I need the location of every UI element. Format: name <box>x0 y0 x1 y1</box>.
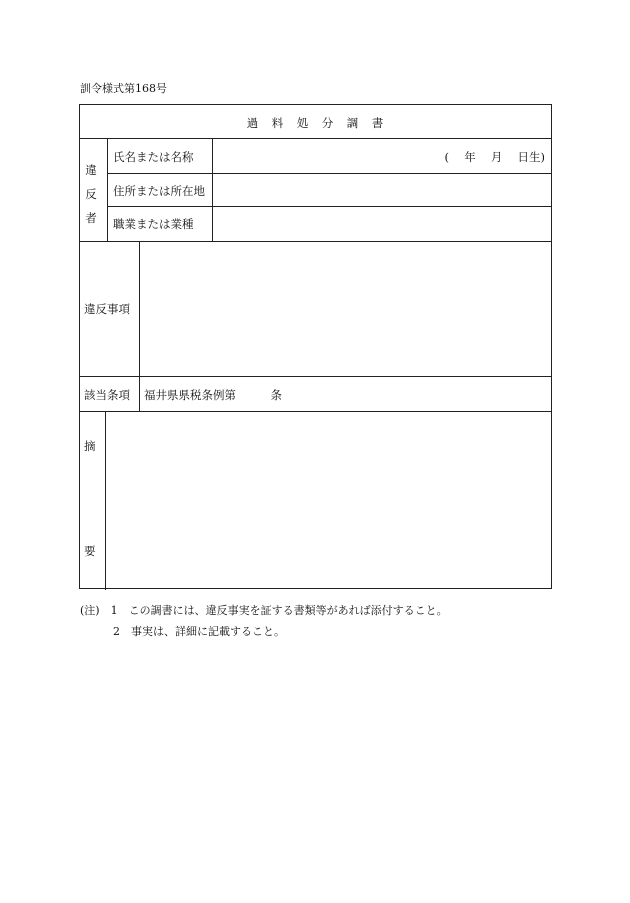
divider-violation-col <box>139 241 140 376</box>
notes <box>80 600 448 642</box>
violator-section-label: 違 反 者 <box>85 163 97 225</box>
remarks-label-char1: 摘 <box>84 439 96 453</box>
address-label: 住所または所在地 <box>113 184 205 198</box>
violation-label: 違反事項 <box>84 302 130 316</box>
divider-remarks-col <box>105 411 106 590</box>
divider-article <box>80 411 551 412</box>
form-title: 過 料 処 分 調 書 <box>246 116 385 130</box>
birth-date-placeholder: ( 年 月 日生) <box>444 150 545 164</box>
penalty-form-table <box>79 104 552 589</box>
divider-title <box>80 138 551 139</box>
article-label: 該当条項 <box>84 388 130 402</box>
divider-violator <box>80 241 551 242</box>
form-number: 訓令様式第168号 <box>80 82 167 95</box>
name-label: 氏名または名称 <box>113 150 194 164</box>
divider-violator-col <box>107 138 108 241</box>
note-2: 2 事実は、詳細に記載すること。 <box>80 625 285 638</box>
occupation-label: 職業または業種 <box>113 217 194 231</box>
article-value: 福井県県税条例第 条 <box>144 388 282 402</box>
divider-label-col <box>212 138 213 241</box>
divider-name <box>107 173 551 174</box>
divider-address <box>107 206 551 207</box>
divider-violation <box>80 376 551 377</box>
note-1: (注) 1 この調書には、違反事実を証する書類等があれば添付すること。 <box>80 604 448 617</box>
divider-article-col <box>139 376 140 411</box>
remarks-label-char2: 要 <box>84 544 96 558</box>
